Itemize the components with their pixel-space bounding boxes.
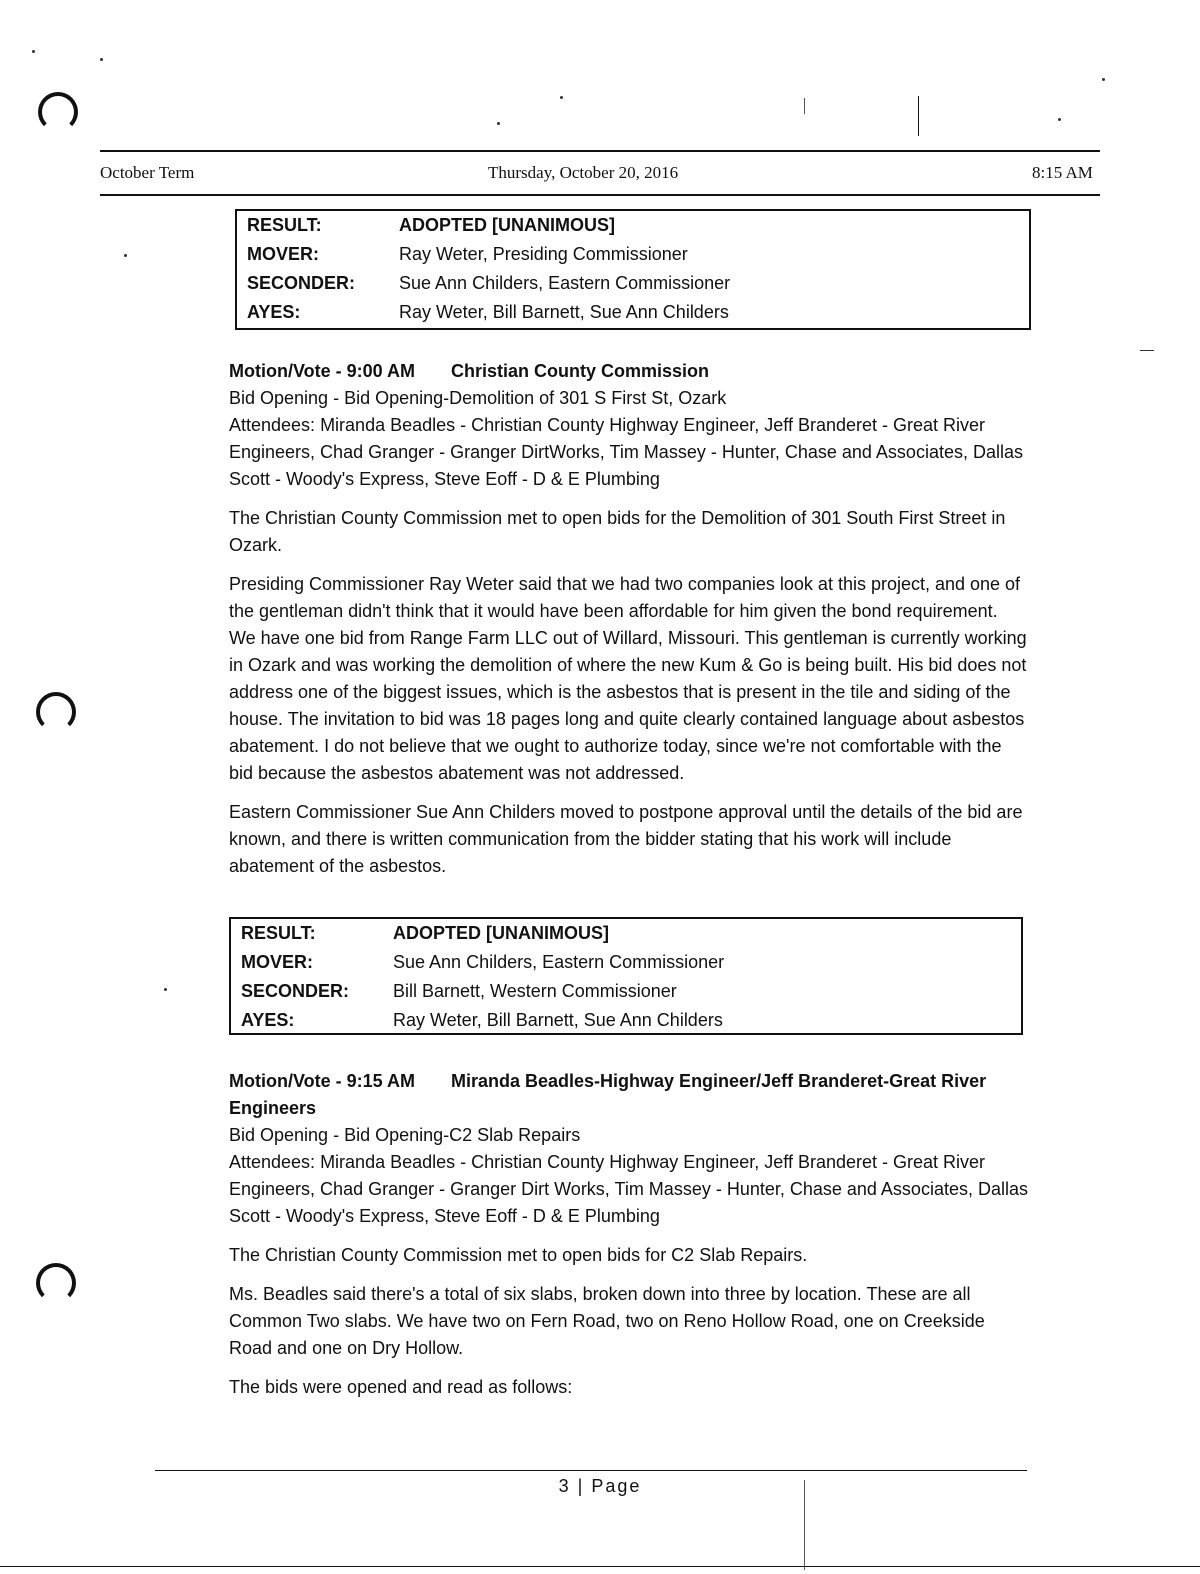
attendees: Attendees: Miranda Beadles - Christian County Highway Engineer, Jeff Branderet - Great River Engineers, Chad Granger - Granger Dirt Works, Tim Massey - Hunter, Chase and Associates, Dallas Scott - Woody's Express, Steve Eoff - D & E Plumbing — [229, 1152, 1028, 1226]
vote-label: MOVER: — [247, 244, 319, 264]
vote-table-1 — [235, 209, 1031, 330]
scan-mark — [804, 98, 805, 114]
agenda-item-1 — [229, 358, 1029, 880]
bid-line: Bid Opening - Bid Opening-C2 Slab Repairs — [229, 1125, 581, 1145]
scan-bottom-edge — [0, 1566, 1200, 1567]
header-term: October Term — [100, 163, 195, 182]
paragraph: The Christian County Commission met to open bids for C2 Slab Repairs. — [229, 1245, 808, 1265]
vote-value: ADOPTED [UNANIMOUS] — [399, 215, 615, 235]
vote-row-ayes — [237, 298, 799, 327]
vote-value: Bill Barnett, Western Commissioner — [393, 981, 677, 1001]
paragraph: The bids were opened and read as follows: — [229, 1377, 573, 1397]
vote-label: SECONDER: — [247, 273, 356, 293]
vote-label: MOVER: — [241, 952, 313, 972]
vote-label: AYES: — [247, 302, 301, 322]
header-rule-bottom — [100, 194, 1100, 196]
vote-label: SECONDER: — [241, 981, 350, 1001]
item-heading — [229, 358, 1029, 385]
scan-speck — [100, 58, 103, 61]
vote-row-ayes — [231, 1006, 793, 1035]
vote-row-seconder — [231, 977, 793, 1006]
vote-row-result — [231, 919, 793, 948]
scan-mark — [804, 1480, 805, 1570]
vote-table-2 — [229, 917, 1023, 1035]
binder-hole-middle — [36, 692, 76, 732]
binder-hole-top — [38, 92, 78, 132]
vote-label: RESULT: — [247, 215, 322, 235]
item-heading-title: Christian County Commission — [451, 361, 710, 381]
scan-speck — [1058, 118, 1061, 121]
scan-mark — [1140, 350, 1154, 351]
vote-row-mover — [237, 240, 799, 269]
vote-value: Sue Ann Childers, Eastern Commissioner — [393, 952, 725, 972]
header-rule-top — [100, 150, 1100, 152]
vote-label: RESULT: — [241, 923, 316, 943]
scan-speck — [560, 96, 563, 99]
paragraph: Eastern Commissioner Sue Ann Childers moved to postpone approval until the details of the bid are known, and there is written communication from the bidder stating that his work will include abatement of the asbestos. — [229, 802, 1023, 876]
bid-line: Bid Opening - Bid Opening-Demolition of 301 S First St, Ozark — [229, 388, 727, 408]
scan-speck — [124, 254, 127, 257]
scan-speck — [164, 988, 167, 991]
item-heading-label: Motion/Vote - 9:00 AM — [229, 361, 415, 381]
vote-row-mover — [231, 948, 793, 977]
binder-hole-bottom — [36, 1263, 76, 1303]
vote-row-seconder — [237, 269, 799, 298]
paragraph: Presiding Commissioner Ray Weter said that we had two companies look at this project, and one of the gentleman didn't think that it would have been affordable for him given the bond requirement. We have one bid from Range Farm LLC out of Willard, Missouri. This gentleman is currently working in Ozark and was working the demolition of where the new Kum & Go is being built. His bid does not address one of the biggest issues, which is the asbestos that is present in the tile and siding of the house. The invitation to bid was 18 pages long and quite clearly contained language about asbestos abatement. I do not believe that we ought to authorize today, since we're not comfortable with the bid because the asbestos abatement was not addressed. — [229, 574, 1027, 783]
scan-mark — [918, 96, 919, 136]
vote-label: AYES: — [241, 1010, 295, 1030]
attendees: Attendees: Miranda Beadles - Christian County Highway Engineer, Jeff Branderet - Great River Engineers, Chad Granger - Granger DirtWorks, Tim Massey - Hunter, Chase and Associates, Dallas Scott - Woody's Express, Steve Eoff - D & E Plumbing — [229, 415, 1023, 489]
page-number: 3 | Page — [558, 1476, 642, 1496]
scan-speck — [1102, 78, 1105, 81]
paragraph: The Christian County Commission met to open bids for the Demolition of 301 South First Street in Ozark. — [229, 508, 1006, 555]
vote-value: Ray Weter, Presiding Commissioner — [399, 244, 688, 264]
vote-value: Ray Weter, Bill Barnett, Sue Ann Childers — [399, 302, 729, 322]
paragraph: Ms. Beadles said there's a total of six slabs, broken down into three by location. These are all Common Two slabs. We have two on Fern Road, two on Reno Hollow Road, one on Creekside Road and one on Dry Hollow. — [229, 1284, 985, 1358]
vote-row-result — [237, 211, 799, 240]
item-heading-title: Miranda Beadles-Highway Engineer/Jeff Branderet-Great River Engineers — [229, 1071, 987, 1118]
scan-speck — [497, 122, 500, 125]
scan-speck — [32, 50, 35, 53]
item-heading-label: Motion/Vote - 9:15 AM — [229, 1071, 415, 1091]
footer-rule — [155, 1470, 1027, 1471]
agenda-item-2 — [229, 1068, 1029, 1401]
vote-value: Ray Weter, Bill Barnett, Sue Ann Childers — [393, 1010, 723, 1030]
item-heading — [229, 1068, 1029, 1122]
vote-value: ADOPTED [UNANIMOUS] — [393, 923, 609, 943]
header-date: Thursday, October 20, 2016 — [488, 163, 679, 182]
vote-value: Sue Ann Childers, Eastern Commissioner — [399, 273, 731, 293]
header-time: 8:15 AM — [1032, 163, 1093, 182]
